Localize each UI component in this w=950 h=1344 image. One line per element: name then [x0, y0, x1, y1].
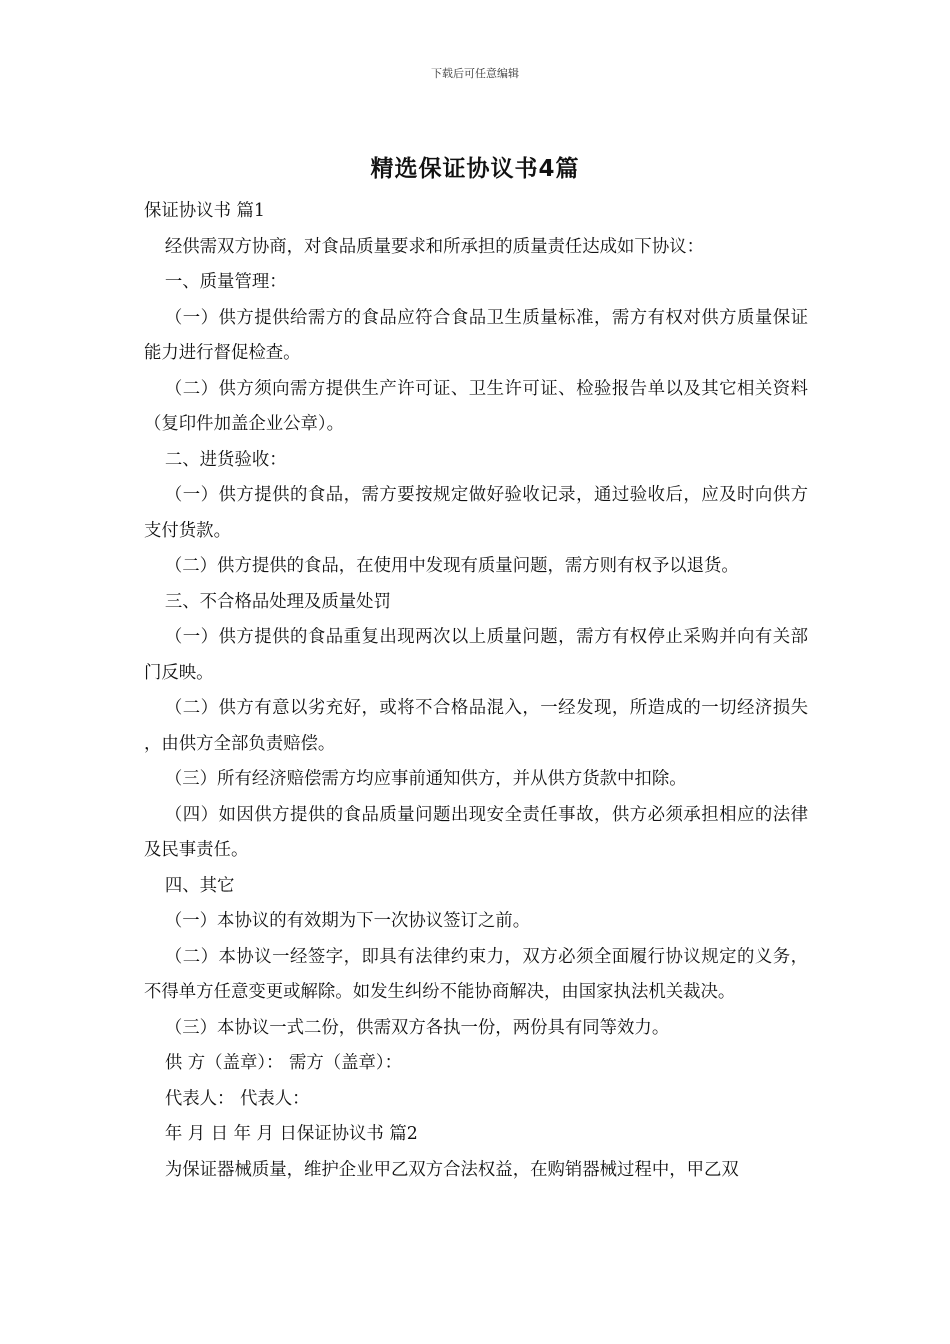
paragraph-13: 四、其它: [164, 875, 235, 896]
paragraph-5: 二、进货验收：: [164, 449, 287, 470]
paragraph-14: （一）本协议的有效期为下一次协议签订之前。: [164, 911, 531, 931]
paragraph-15: （二）本协议一经签字，即具有法律约束力，双方必须全面履行协议规定的义务，不得单方任意变更或解除。如发生纠纷不能协商解决，由国家执法机关裁决。: [144, 946, 808, 1002]
paragraph-9: （一）供方提供的食品重复出现两次以上质量问题，需方有权停止采购并向有关部门反映。: [144, 627, 808, 683]
paragraph-0: 保证协议书 篇1: [144, 201, 265, 221]
paragraph-7: （二）供方提供的食品，在使用中发现有质量问题，需方则有权予以退货。: [164, 556, 739, 576]
document-body: [144, 194, 808, 1188]
paragraph-16: （三）本协议一式二份，供需双方各执一份，两份具有同等效力。: [164, 1017, 670, 1038]
paragraph-17: 供 方（盖章）： 需方（盖章）：: [164, 1053, 403, 1073]
paragraph-4: （二）供方须向需方提供生产许可证、卫生许可证、检验报告单以及其它相关资料（复印件加盖企业公章）。: [144, 378, 808, 434]
paragraph-18: 代表人： 代表人：: [164, 1088, 310, 1109]
paragraph-10: （二）供方有意以劣充好，或将不合格品混入，一经发现，所造成的一切经济损失 ，由供方全部负责赔偿。: [144, 698, 808, 754]
document-title: 精选保证协议书4篇: [370, 156, 580, 182]
paragraph-3: （一）供方提供给需方的食品应符合食品卫生质量标准，需方有权对供方质量保证能力进行督促检查。: [144, 307, 808, 363]
paragraph-12: （四）如因供方提供的食品质量问题出现安全责任事故，供方必须承担相应的法律及民事责任。: [144, 804, 808, 860]
paragraph-1: 经供需双方协商，对食品质量要求和所承担的质量责任达成如下协议：: [164, 236, 704, 257]
paragraph-2: 一、质量管理：: [164, 272, 287, 292]
paragraph-19: 年 月 日 年 月 日保证协议书 篇2: [164, 1124, 418, 1144]
page-header: 下载后可任意编辑: [431, 67, 519, 80]
paragraph-11: （三）所有经济赔偿需方均应事前通知供方，并从供方货款中扣除。: [164, 769, 687, 789]
paragraph-20: 为保证器械质量，维护企业甲乙双方合法权益，在购销器械过程中，甲乙双: [164, 1159, 739, 1180]
paragraph-8: 三、不合格品处理及质量处罚: [164, 591, 391, 612]
paragraph-6: （一）供方提供的食品，需方要按规定做好验收记录，通过验收后，应及时向供方支付货款。: [144, 485, 808, 541]
